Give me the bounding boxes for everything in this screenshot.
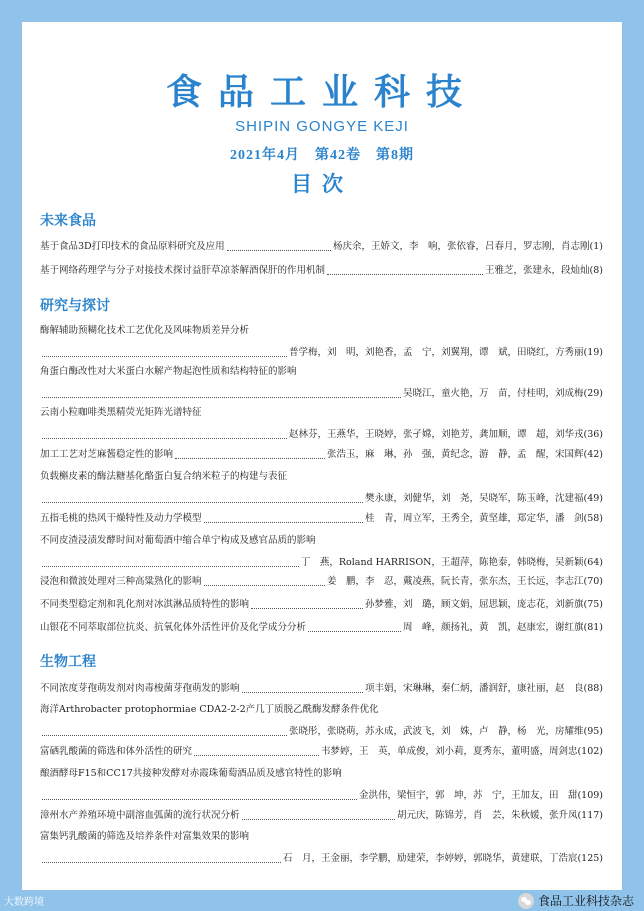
entry-page: (102) [577, 746, 603, 757]
entry-page: (36) [583, 429, 603, 440]
entry-title: 酿酒酵母F15和CC17共接种发酵对赤霞珠葡萄酒品质及感官特性的影响 [40, 768, 342, 779]
entry-title: 基于网络药理学与分子对接技术探讨益肝草凉茶解酒保肝的作用机制 [40, 265, 326, 276]
toc-entry[interactable] [40, 365, 603, 401]
section-title-research: 研究与探讨 [40, 298, 110, 314]
entry-authors: 吴晓江，童火艳，万 苗，付桂明，刘成梅 [402, 388, 584, 399]
watermark-text: 大数跨境 [4, 897, 44, 908]
toc-entry[interactable] [40, 703, 603, 739]
entry-page: (19) [583, 347, 603, 358]
entry-title: 角蛋白酶改性对大米蛋白水解产物起泡性质和结构特征的影响 [40, 366, 297, 377]
leader-dots [42, 438, 287, 439]
entry-authors: 普学梅，刘 明，刘艳香，孟 宁，刘翼翔，谭 斌，田晓红，方秀丽 [288, 347, 584, 358]
entry-page: (1) [589, 241, 603, 252]
toc-entry[interactable] [40, 830, 603, 866]
leader-dots [42, 356, 287, 357]
entry-authors: 樊永康，刘健华，刘 尧，吴晓军，陈玉峰，沈建福 [364, 493, 584, 504]
toc-heading: 目次 [291, 171, 353, 196]
entry-page: (8) [589, 265, 603, 276]
leader-dots [308, 631, 401, 632]
brand-name: 食品工业科技杂志 [537, 894, 634, 908]
leader-dots [42, 799, 357, 800]
section-title-bioengineering: 生物工程 [40, 654, 96, 670]
entry-authors: 周 峰，颜扬礼，黄 凯，赵康宏，谢红旗 [402, 622, 584, 633]
entry-title: 云南小粒咖啡类黑精荧光矩阵光谱特征 [40, 407, 202, 418]
toc-page [22, 22, 622, 890]
entry-authors: 项丰娟，宋琳琳，秦仁炳，潘润舒，康社丽，赵 良 [364, 683, 584, 694]
entry-page: (81) [583, 622, 603, 633]
entry-page: (117) [577, 810, 603, 821]
journal-title-cn: 食品工业科技 [165, 71, 478, 113]
toc-entry[interactable] [40, 512, 603, 526]
entry-title: 漳州水产养殖环境中副溶血弧菌的流行状况分析 [40, 810, 240, 821]
entry-title: 富硒乳酸菌的筛选和体外活性的研究 [40, 746, 193, 757]
entry-title: 酶解辅助预糊化技术工艺优化及风味物质差异分析 [40, 325, 250, 336]
entry-title: 不同类型稳定剂和乳化剂对冰淇淋品质特性的影响 [40, 599, 250, 610]
entry-title: 基于食品3D打印技术的食品原料研究及应用 [40, 241, 225, 252]
toc-entry[interactable] [40, 470, 603, 506]
issue-info: 2021年4月 第42卷 第8期 [230, 148, 414, 163]
entry-page: (49) [583, 493, 603, 504]
entry-title: 不同皮渣浸渍发酵时间对葡萄酒中缩合单宁构成及感官品质的影响 [40, 535, 316, 546]
toc-entry[interactable] [40, 534, 603, 570]
leader-dots [204, 522, 363, 523]
wechat-brand [518, 892, 634, 909]
entry-authors: 姜 鹏，李 忍，戴凌燕，阮长青，张东杰，王长远，李志江 [326, 576, 584, 587]
entry-authors: 张浩玉，麻 琳，孙 强，黄纪念，游 静，孟 醒，宋国辉 [326, 449, 584, 460]
entry-authors: 王雅芝，张建永，段灿灿 [485, 265, 590, 276]
entry-page: (29) [583, 388, 603, 399]
entry-title: 加工工艺对芝麻酱稳定性的影响 [40, 449, 174, 460]
entry-title: 山银花不同萃取部位抗炎、抗氧化体外活性评价及化学成分分析 [40, 622, 307, 633]
toc-entry[interactable] [40, 767, 603, 803]
wechat-icon [518, 893, 534, 909]
entry-authors: 桂 青，周立军，王秀全，黄坚雄，郑定华，潘 剑 [364, 513, 584, 524]
leader-dots [204, 585, 325, 586]
leader-dots [251, 608, 363, 609]
entry-authors: 金洪伟，梁恒宇，郭 坤，苏 宁，王加友，田 甜 [358, 790, 578, 801]
entry-page: (70) [583, 576, 603, 587]
toc-entry[interactable] [40, 406, 603, 442]
entry-page: (109) [577, 790, 603, 801]
entry-authors: 张晓彤，张晓萌，苏永成，武波飞，刘 姝，卢 静，杨 光，房耀维 [288, 726, 584, 737]
journal-title-pinyin: SHIPIN GONGYE KEJI [235, 118, 409, 135]
entry-authors: 杨庆余，王娇文，李 响，张依睿，吕春月，罗志刚，肖志刚 [333, 241, 590, 252]
section-title-future-food: 未来食品 [40, 213, 96, 229]
toc-entry[interactable] [40, 240, 603, 254]
entry-page: (64) [583, 557, 603, 568]
toc-entry[interactable] [40, 264, 603, 278]
entry-page: (95) [583, 726, 603, 737]
entry-page: (75) [583, 599, 603, 610]
leader-dots [242, 692, 363, 693]
entry-authors: 赵林芬，王燕华，王晓婷，张孑嫦，刘艳芳，龚加顺，谭 超，刘华戎 [288, 429, 584, 440]
leader-dots [327, 274, 483, 275]
toc-entry[interactable] [40, 745, 603, 759]
entry-title: 浸泡和微波处理对三种高粱熟化的影响 [40, 576, 202, 587]
leader-dots [242, 819, 395, 820]
entry-page: (88) [583, 683, 603, 694]
leader-dots [42, 862, 281, 863]
entry-authors: 韦梦婷，王 英，单成俊，刘小莉，夏秀东，董明盛，周剑忠 [320, 746, 578, 757]
leader-dots [42, 735, 287, 736]
toc-entry[interactable] [40, 682, 603, 696]
entry-title: 富集钙乳酸菌的筛选及培养条件对富集效果的影响 [40, 831, 250, 842]
entry-page: (42) [583, 449, 603, 460]
entry-authors: 丁 燕，Roland HARRISON，王超萍，陈艳泰，韩晓梅，吴新颖 [300, 557, 584, 568]
leader-dots [42, 502, 363, 503]
toc-entry[interactable] [40, 448, 603, 462]
entry-authors: 石 月，王金丽，李学鹏，励建荣，李婷婷，郭晓华，黄建联，丁浩宸 [282, 853, 578, 864]
leader-dots [227, 250, 331, 251]
toc-entry[interactable] [40, 598, 603, 612]
entry-authors: 孙梦雅，刘 璐，顾文娟，屈思颖，庞志花，刘新旗 [364, 599, 584, 610]
entry-title: 五指毛桃的热风干燥特性及动力学模型 [40, 513, 202, 524]
leader-dots [175, 458, 325, 459]
entry-page: (125) [577, 853, 603, 864]
toc-entry[interactable] [40, 324, 603, 360]
leader-dots [194, 755, 319, 756]
toc-entry[interactable] [40, 621, 603, 635]
toc-entry[interactable] [40, 809, 603, 823]
leader-dots [42, 397, 401, 398]
entry-title: 不同浓度芽孢萌发剂对肉毒梭菌芽孢萌发的影响 [40, 683, 240, 694]
entry-page: (58) [583, 513, 603, 524]
entry-title: 海洋Arthrobacter protophormiae CDA2-2-2产几丁质脱乙酰酶发酵条件优化 [40, 704, 379, 715]
entry-title: 负载槲皮素的酶法糖基化酪蛋白复合纳米粒子的构建与表征 [40, 471, 288, 482]
leader-dots [42, 566, 299, 567]
entry-authors: 胡元庆，陈锦芳，肖 芸，朱秋媛，张升凤 [396, 810, 578, 821]
toc-entry[interactable] [40, 575, 603, 589]
